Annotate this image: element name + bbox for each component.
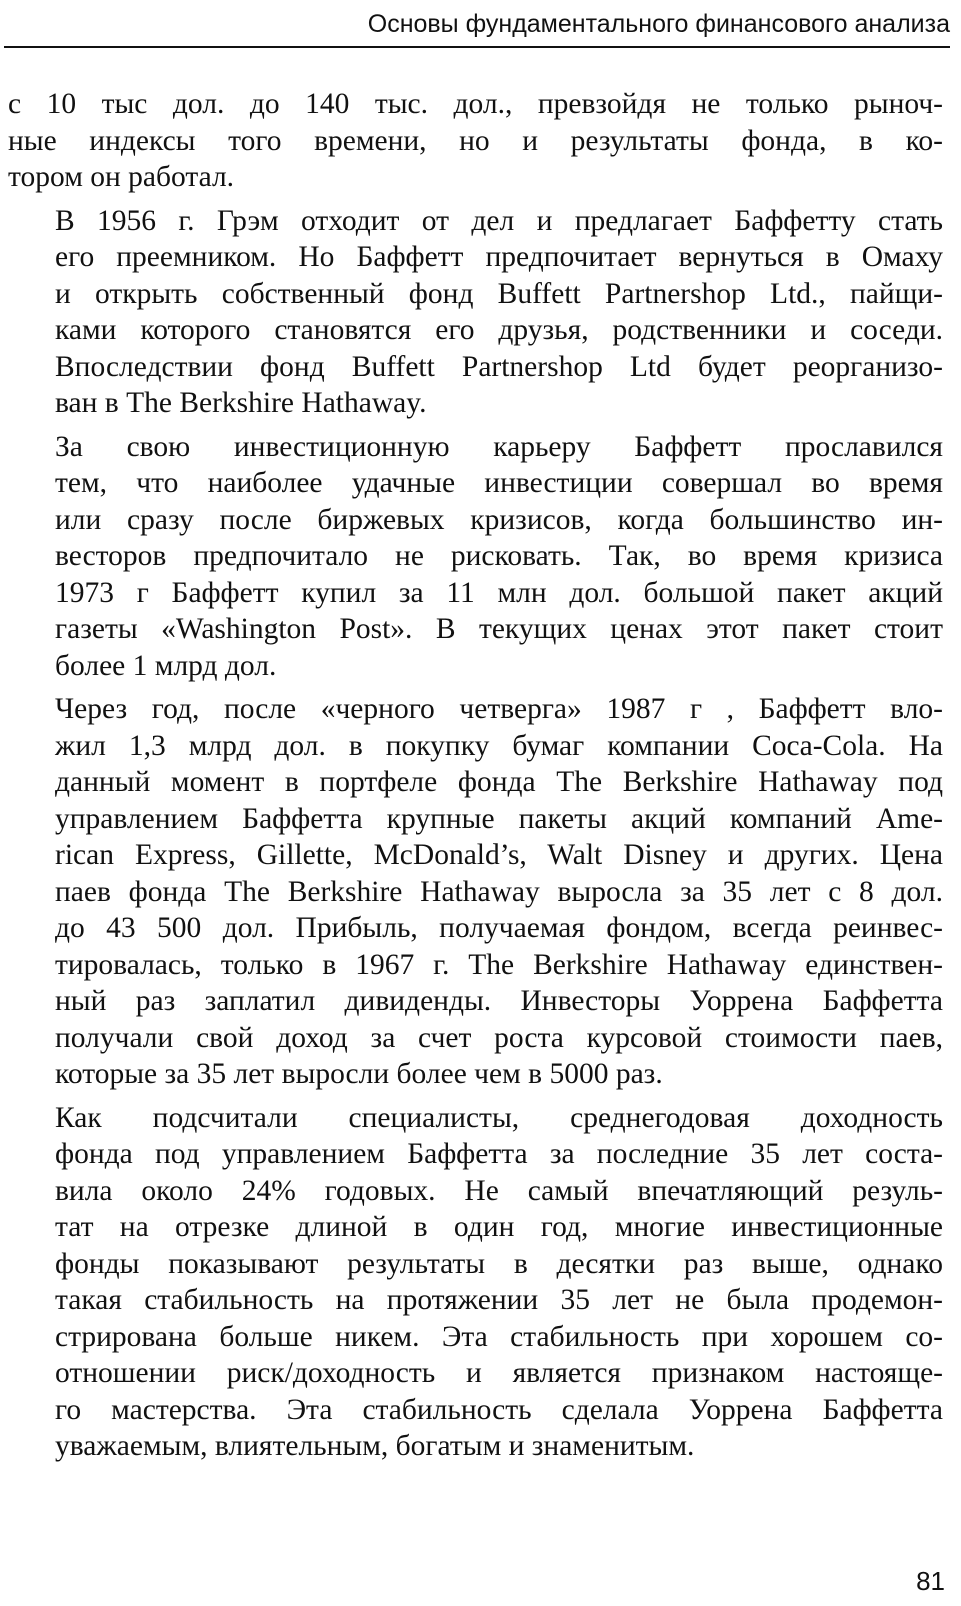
text-line: до 43 500 дол. Прибыль, получаемая фондом, всегда реинвес- bbox=[55, 912, 943, 944]
text-line: го мастерства. Эта стабильность сделала Уоррена Баффетта bbox=[55, 1393, 943, 1426]
text-line: данный момент в портфеле фонда The Berkshire Hathaway под bbox=[55, 766, 943, 798]
text-line: тат на отрезке длиной в один год, многие инвестиционные bbox=[55, 1211, 943, 1243]
page-number: 81 bbox=[916, 1566, 945, 1596]
text-line: Впоследствии фонд Buffett Partnershop Ltd будет реорганизо- bbox=[55, 350, 943, 383]
text-line: стрирована больше никем. Эта стабильность при хорошем со- bbox=[55, 1320, 943, 1353]
text-line: паев фонда The Berkshire Hathaway выросла за 35 лет с 8 дол. bbox=[55, 875, 943, 908]
text-line: весторов предпочитало не рисковать. Так, во время кризиса bbox=[55, 540, 943, 572]
text-line: вила около 24% годовых. Не самый впечатляющий резуль- bbox=[55, 1174, 943, 1207]
body-text bbox=[8, 86, 943, 1472]
text-line: такая стабильность на протяжении 35 лет не была продемон- bbox=[55, 1284, 943, 1316]
paragraph bbox=[8, 429, 943, 685]
text-line: и открыть собственный фонд Buffett Partnershop Ltd., пайщи- bbox=[55, 277, 943, 310]
text-line: тором он работал. bbox=[8, 161, 235, 193]
text-line: тем, что наиболее удачные инвестиции совершал во время bbox=[55, 467, 943, 499]
text-line: тировалась, только в 1967 г. The Berkshire Hathaway единствен- bbox=[55, 948, 943, 981]
text-line: В 1956 г. Грэм отходит от дел и предлагает Баффетту стать bbox=[55, 204, 943, 237]
text-line: За свою инвестиционную карьеру Баффетт прославился bbox=[55, 430, 943, 463]
text-line: которые за 35 лет выросли более чем в 5000 раз. bbox=[55, 1058, 663, 1090]
text-line: управлением Баффетта крупные пакеты акций компаний Ame- bbox=[55, 802, 943, 835]
text-line: или сразу после биржевых кризисов, когда большинство ин- bbox=[55, 503, 943, 536]
text-line: rican Express, Gillette, McDonald’s, Walt Disney и других. Цена bbox=[55, 839, 943, 871]
text-line: более 1 млрд дол. bbox=[55, 649, 277, 682]
text-line: газеты «Washington Post». В текущих ценах этот пакет стоит bbox=[55, 613, 943, 645]
running-head: Основы фундаментального финансового анализа bbox=[367, 10, 950, 38]
text-line: жил 1,3 млрд дол. в покупку бумаг компании Coca-Cola. На bbox=[55, 729, 943, 762]
header-rule bbox=[4, 46, 950, 48]
text-line: его преемником. Но Баффетт предпочитает вернуться в Омаху bbox=[55, 241, 943, 273]
text-line: уважаемым, влиятельным, богатым и знаменитым. bbox=[55, 1430, 695, 1462]
text-line: фонда под управлением Баффетта за последние 35 лет соста- bbox=[55, 1138, 943, 1170]
paragraph bbox=[8, 1100, 943, 1465]
paragraph bbox=[8, 86, 943, 196]
text-line: 1973 г Баффетт купил за 11 млн дол. большой пакет акций bbox=[55, 576, 943, 609]
text-line: Через год, после «черного четверга» 1987 г , Баффетт вло- bbox=[55, 693, 943, 725]
text-line: отношении риск/доходность и является признаком настояще- bbox=[55, 1357, 943, 1389]
text-line: ный раз заплатил дивиденды. Инвесторы Уоррена Баффетта bbox=[55, 985, 943, 1017]
text-line: получали свой доход за счет роста курсовой стоимости паев, bbox=[55, 1021, 943, 1054]
text-line: ные индексы того времени, но и результаты фонда, в ко- bbox=[8, 124, 943, 157]
text-line: ван в The Berkshire Hathaway. bbox=[55, 387, 427, 419]
paragraph bbox=[8, 203, 943, 422]
text-line: фонды показывают результаты в десятки раз выше, однако bbox=[55, 1247, 943, 1280]
text-line: ками которого становятся его друзья, родственники и соседи. bbox=[55, 314, 943, 346]
paragraph bbox=[8, 691, 943, 1093]
text-line: с 10 тыс дол. до 140 тыс. дол., превзойдя не только рыноч- bbox=[8, 88, 943, 120]
text-line: Как подсчитали специалисты, среднегодовая доходность bbox=[55, 1101, 943, 1134]
